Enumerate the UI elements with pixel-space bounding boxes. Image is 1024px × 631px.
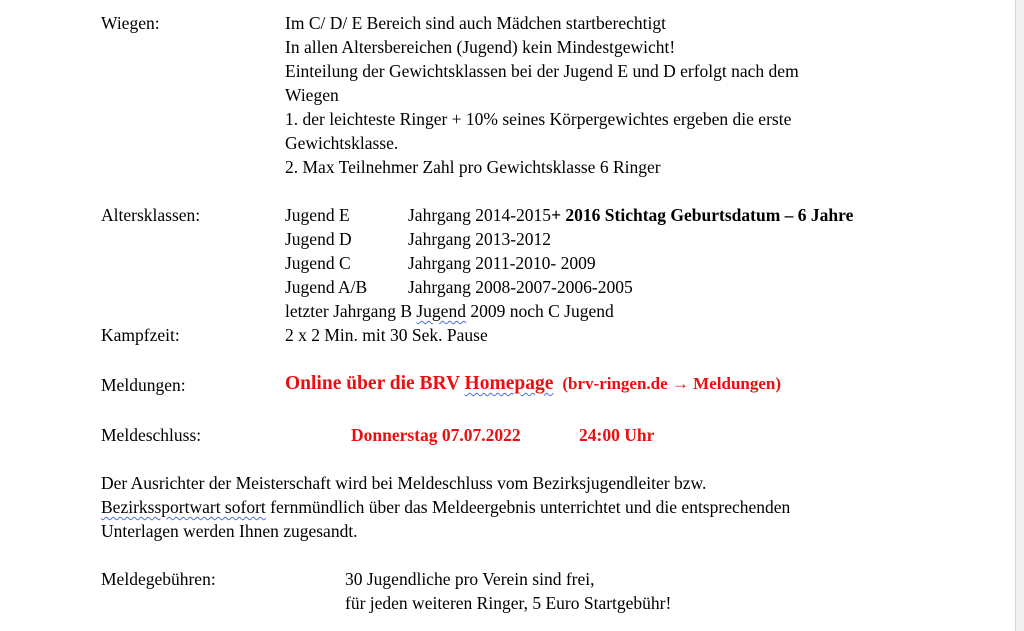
age-note-spellcheck: Jugend: [416, 301, 466, 321]
wiegen-line-6: Gewichtsklasse.: [285, 133, 399, 153]
meldungen-online: Online über die BRV: [285, 373, 465, 394]
age-years-e-extra: + 2016 Stichtag Geburtsdatum – 6 Jahre: [551, 205, 854, 225]
age-group-ab: Jugend A/B: [285, 277, 368, 297]
wiegen-line-1: Im C/ D/ E Bereich sind auch Mädchen startberechtigt: [285, 13, 666, 33]
wiegen-line-3: Einteilung der Gewichtsklassen bei der Jugend E und D erfolgt nach dem: [285, 61, 799, 81]
age-years-ab: Jahrgang 2008-2007-2006-2005: [408, 277, 633, 297]
altersklassen-label: Altersklassen:: [101, 205, 201, 225]
wiegen-line-5: 1. der leichteste Ringer + 10% seines Körpergewichtes ergeben die erste: [285, 109, 792, 129]
wiegen-line-4: Wiegen: [285, 85, 339, 105]
meldungen-value: [285, 372, 781, 395]
age-years-e-range: Jahrgang 2014-2015: [408, 205, 552, 225]
kampfzeit-value: 2 x 2 Min. mit 30 Sek. Pause: [285, 325, 488, 345]
age-note-pre: letzter Jahrgang B: [285, 301, 417, 321]
age-years-e: [408, 204, 853, 226]
age-group-d: Jugend D: [285, 229, 352, 249]
age-note-post: 2009 noch C Jugend: [465, 301, 614, 321]
paragraph-line-3: Unterlagen werden Ihnen zugesandt.: [101, 521, 358, 541]
meldegebuehren-line-1: 30 Jugendliche pro Verein sind frei,: [345, 569, 595, 589]
age-group-c: Jugend C: [285, 253, 351, 273]
age-years-d: Jahrgang 2013-2012: [408, 229, 552, 249]
meldeschluss-label: Meldeschluss:: [101, 425, 202, 445]
meldungen-homepage: Homepage: [464, 373, 554, 394]
meldeschluss-time: 24:00 Uhr: [579, 425, 655, 445]
age-note: [285, 300, 614, 322]
paragraph-line-2-rest: fernmündlich über das Meldeergebnis unterrichtet und die entsprechenden: [265, 497, 791, 517]
meldegebuehren-line-2: für jeden weiteren Ringer, 5 Euro Startgebühr!: [345, 593, 672, 613]
paragraph-line-2: [101, 496, 790, 518]
page-right-edge: [1015, 0, 1024, 631]
meldeschluss-date: Donnerstag 07.07.2022: [351, 425, 521, 445]
kampfzeit-label: Kampfzeit:: [101, 325, 180, 345]
wiegen-line-7: 2. Max Teilnehmer Zahl pro Gewichtsklasse 6 Ringer: [285, 157, 661, 177]
meldungen-link-hint: (brv-ringen.de → Meldungen): [562, 374, 782, 393]
meldungen-label: Meldungen:: [101, 375, 186, 395]
meldegebuehren-label: Meldegebühren:: [101, 569, 216, 589]
wiegen-label: Wiegen:: [101, 13, 160, 33]
age-group-e: Jugend E: [285, 205, 350, 225]
paragraph-spellcheck: Bezirkssportwart sofort: [101, 497, 266, 517]
age-years-c: Jahrgang 2011-2010- 2009: [408, 253, 596, 273]
paragraph-line-1: Der Ausrichter der Meisterschaft wird bei Meldeschluss vom Bezirksjugendleiter bzw.: [101, 473, 707, 493]
wiegen-line-2: In allen Altersbereichen (Jugend) kein Mindestgewicht!: [285, 37, 676, 57]
